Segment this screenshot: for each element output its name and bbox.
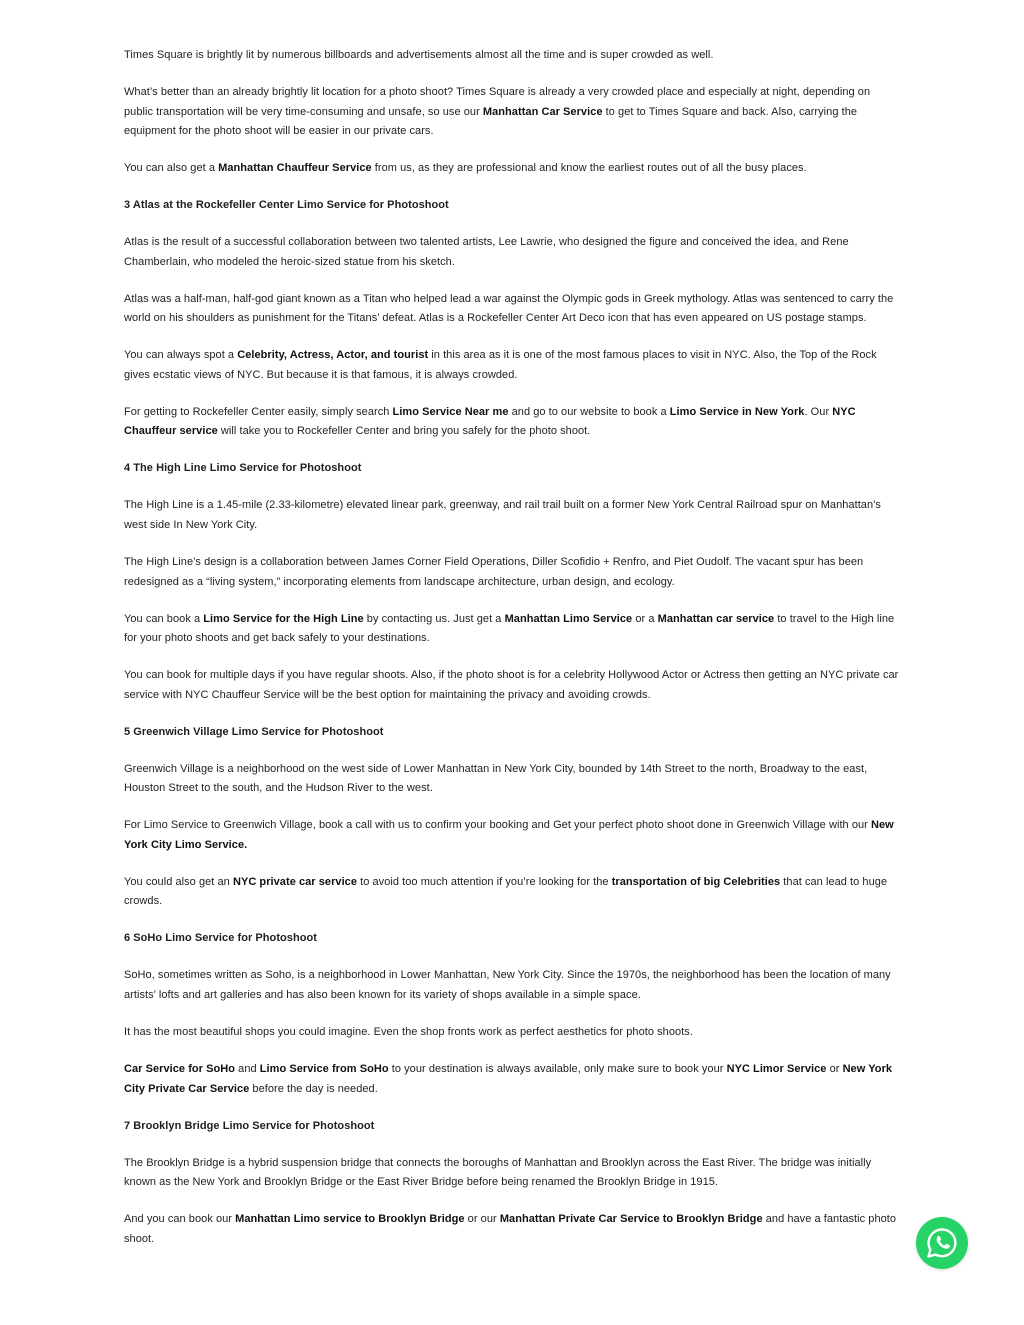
text-run: that can lead to huge crowds.: [124, 875, 888, 908]
text-run: 6 SoHo Limo Service for Photoshoot: [124, 932, 317, 945]
text-run: SoHo, sometimes written as Soho, is a neighborhood in Lower Manhattan, New York City. Since the 1970s, the neighborhood has been the location of many artists’ lofts and art galleries and has also been known for its variety of shops available in a simple space.: [124, 969, 891, 1002]
section-heading: [124, 723, 902, 743]
bold-phrase: Manhattan Private Car Service to Brooklyn Bridge: [499, 1213, 763, 1226]
text-run: to travel to the High line for your photo shoots and get back safely to your destinations.: [124, 612, 895, 645]
section-heading: [124, 1117, 902, 1137]
text-run: to avoid too much attention if you’re looking for the: [357, 875, 612, 888]
text-run: 4 The High Line Limo Service for Photoshoot: [124, 462, 362, 475]
text-run: The Brooklyn Bridge is a hybrid suspension bridge that connects the boroughs of Manhattan and Brooklyn across the East River. The bridge was initially known as the New York and Brooklyn Bridge or the East River Bridge before being renamed the Brooklyn Bridge in 1915.: [124, 1156, 872, 1189]
text-run: 3 Atlas at the Rockefeller Center Limo Service for Photoshoot: [124, 199, 449, 212]
text-run: You can book a: [124, 612, 204, 625]
text-run: 5 Greenwich Village Limo Service for Photoshoot: [124, 725, 384, 738]
article-body: [124, 46, 902, 1267]
paragraph: [124, 553, 902, 592]
text-run: You can also get a: [124, 162, 219, 175]
paragraph: [124, 496, 902, 535]
paragraph: [124, 1023, 902, 1043]
paragraph: [124, 1060, 902, 1099]
text-run: to get to Times Square and back. Also, carrying the equipment for the photo shoot will be easier in our private cars.: [124, 105, 858, 138]
text-run: . Our: [804, 405, 833, 418]
bold-phrase: Manhattan car service: [657, 612, 775, 625]
text-run: For Limo Service to Greenwich Village, book a call with us to confirm your booking and Get your perfect photo shoot done in Greenwich Village with our: [124, 819, 871, 832]
text-run: and have a fantastic photo shoot.: [124, 1213, 897, 1245]
text-run: Greenwich Village is a neighborhood on the west side of Lower Manhattan in New York City, bounded by 14th Street to the north, Broadway to the east, Houston Street to the south, and the Hudson River to the west.: [124, 762, 868, 795]
text-run: Times Square is brightly lit by numerous billboards and advertisements almost all the time and is super crowded as well.: [124, 49, 714, 61]
paragraph: [124, 346, 902, 385]
paragraph: [124, 290, 902, 329]
bold-phrase: Manhattan Limo Service: [504, 612, 633, 625]
paragraph: [124, 1210, 902, 1249]
bold-phrase: Manhattan Chauffeur Service: [218, 162, 372, 175]
whatsapp-icon: [916, 1217, 968, 1269]
paragraph: [124, 816, 902, 855]
paragraph: [124, 46, 902, 66]
bold-phrase: Limo Service in New York: [669, 405, 805, 418]
paragraph: [124, 1154, 902, 1193]
text-run: What’s better than an already brightly lit location for a photo shoot? Times Square is already a very crowded place and especially at night, depending on public transportation will be very time-consuming and unsafe, so use our: [124, 85, 871, 118]
section-heading: [124, 459, 902, 479]
text-run: You can always spot a: [124, 349, 238, 362]
bold-phrase: Manhattan Car Service: [482, 105, 603, 118]
bold-phrase: Celebrity, Actress, Actor, and tourist: [237, 349, 429, 362]
paragraph: [124, 83, 902, 142]
text-run: will take you to Rockefeller Center and bring you safely for the photo shoot.: [217, 425, 591, 438]
paragraph: [124, 610, 902, 649]
whatsapp-button[interactable]: [916, 1217, 968, 1269]
paragraph: [124, 760, 902, 799]
bold-phrase: NYC Limor Service: [726, 1063, 827, 1075]
paragraph: [124, 403, 902, 442]
text-run: from us, as they are professional and know the earliest routes out of all the busy places.: [371, 162, 807, 175]
text-run: It has the most beautiful shops you could imagine. Even the shop fronts work as perfect aesthetics for photo shoots.: [124, 1026, 693, 1039]
text-run: 7 Brooklyn Bridge Limo Service for Photoshoot: [124, 1119, 375, 1132]
paragraph: [124, 666, 902, 705]
paragraph: [124, 233, 902, 272]
text-run: Atlas was a half-man, half-god giant known as a Titan who helped lead a war against the Olympic gods in Greek mythology. Atlas was sentenced to carry the world on his shoulders as punishment for the Titans’ defeat. Atlas is a Rockefeller Center Art Deco icon that has even appeared on US postage stamps.: [124, 292, 894, 325]
section-heading: [124, 929, 902, 949]
text-run: The High Line’s design is a collaboration between James Corner Field Operations, Diller Scofidio + Renfro, and Piet Oudolf. The vacant spur has been redesigned as a “living system,” incorporating elements from landscape architecture, urban design, and ecology.: [124, 556, 864, 588]
text-run: and go to our website to book a: [508, 405, 670, 418]
text-run: and: [235, 1063, 260, 1075]
bold-phrase: Car Service for SoHo: [124, 1063, 236, 1075]
text-run: before the day is needed.: [249, 1082, 378, 1095]
bold-phrase: Limo Service for the High Line: [203, 612, 364, 625]
bold-phrase: Limo Service Near me: [392, 405, 509, 418]
bold-phrase: transportation of big Celebrities: [611, 875, 781, 888]
text-run: in this area as it is one of the most famous places to visit in NYC. Also, the Top of the Rock gives ecstatic views of NYC. But because it is that famous, it is always crowded.: [124, 349, 877, 381]
text-run: For getting to Rockefeller Center easily, simply search: [124, 405, 393, 418]
text-run: or a: [632, 612, 658, 625]
text-run: And you can book our: [124, 1213, 236, 1226]
text-run: or our: [464, 1213, 500, 1226]
text-run: You can book for multiple days if you have regular shoots. Also, if the photo shoot is for a celebrity Hollywood Actor or Actress then getting an NYC private car service with NYC Chauffeur Service will be the best option for maintaining the privacy and avoiding crowds.: [124, 669, 899, 701]
text-run: You could also get an: [124, 875, 233, 888]
paragraph: [124, 159, 902, 179]
text-run: by contacting us. Just get a: [363, 612, 505, 625]
bold-phrase: Manhattan Limo service to Brooklyn Bridge: [235, 1213, 465, 1226]
text-run: The High Line is a 1.45-mile (2.33-kilometre) elevated linear park, greenway, and rail trail built on a former New York Central Railroad spur on Manhattan’s west side In New York City.: [124, 499, 881, 532]
bold-phrase: NYC Chauffeur service: [124, 405, 856, 438]
bold-phrase: New York City Limo Service.: [124, 819, 894, 851]
section-heading: [124, 196, 902, 216]
text-run: Atlas is the result of a successful collaboration between two talented artists, Lee Lawrie, who designed the figure and conceived the idea, and Rene Chamberlain, who modeled the heroic-sized statue from his sketch.: [124, 236, 849, 268]
paragraph: [124, 873, 902, 912]
text-run: to your destination is always available, only make sure to book your: [388, 1063, 727, 1075]
bold-phrase: Limo Service from SoHo: [259, 1063, 389, 1075]
text-run: or: [826, 1063, 843, 1075]
bold-phrase: New York City Private Car Service: [124, 1063, 893, 1095]
bold-phrase: NYC private car service: [232, 875, 358, 888]
paragraph: [124, 966, 902, 1005]
